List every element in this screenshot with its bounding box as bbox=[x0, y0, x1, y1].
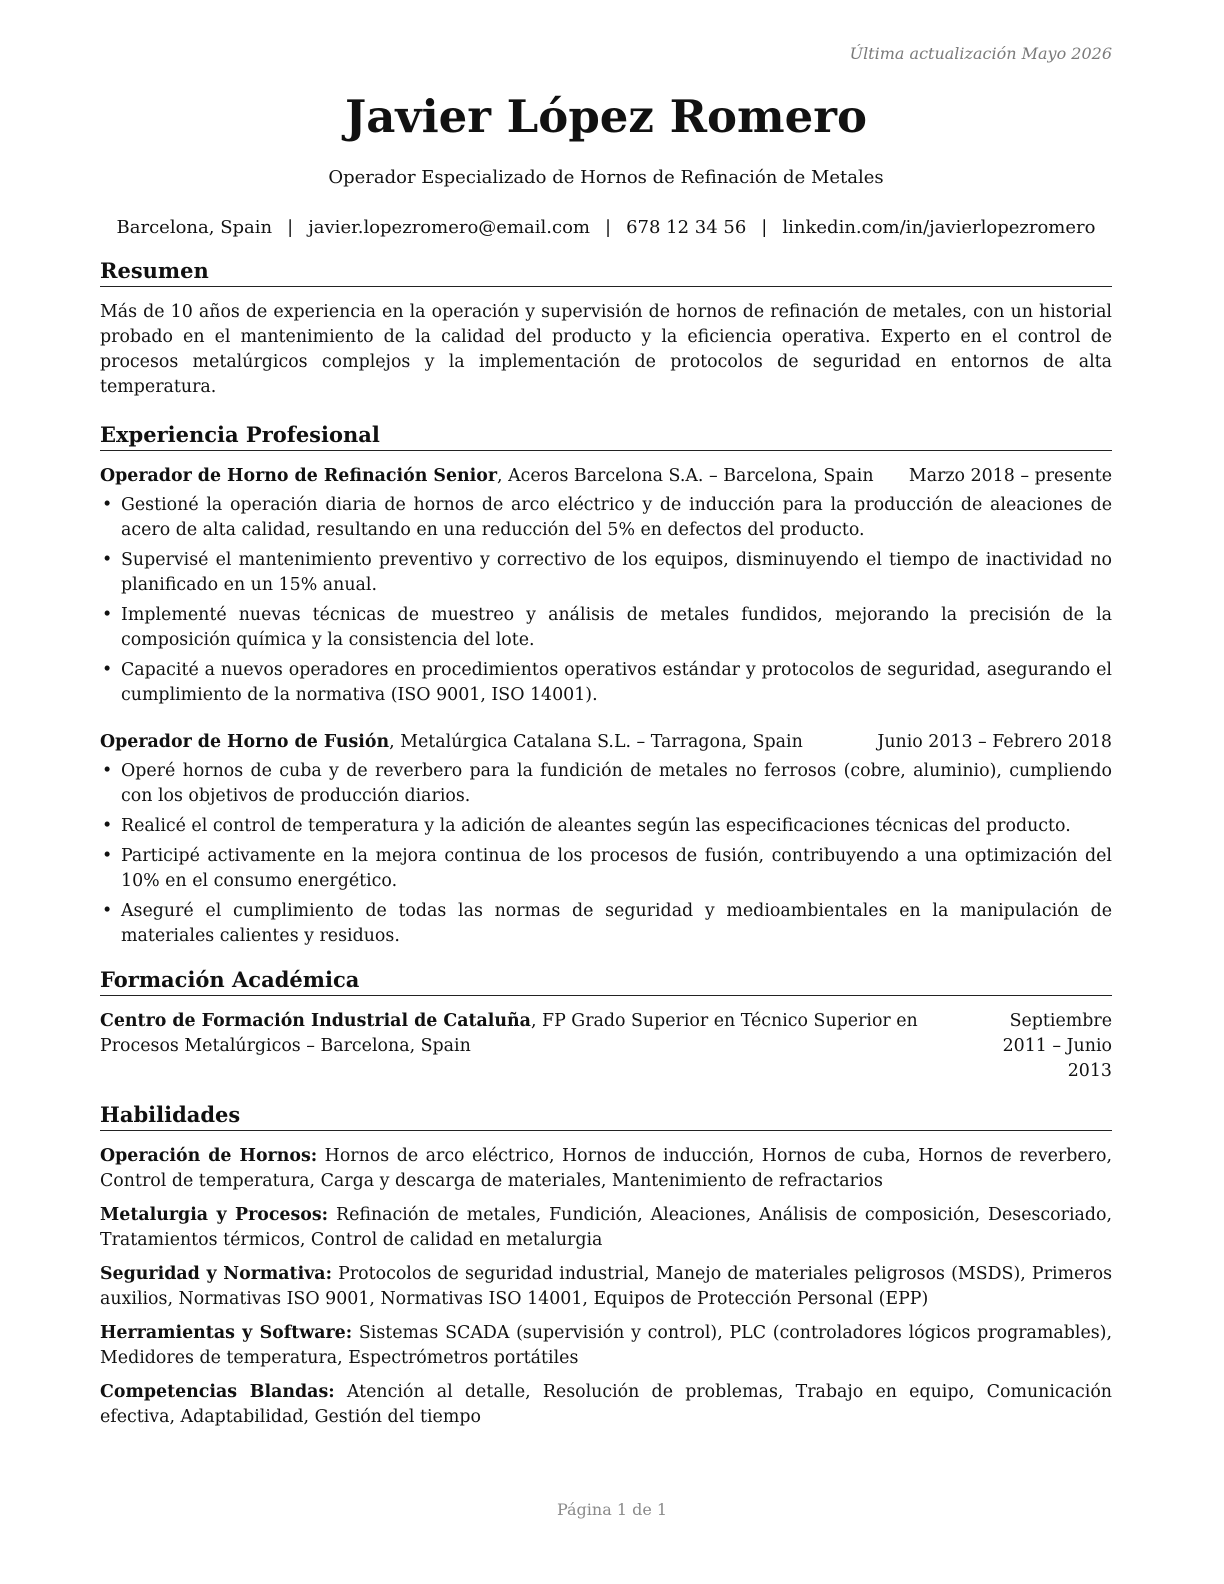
skill-text: Hornos de arco eléctrico, Hornos de inducción, Hornos de cuba, Hornos de reverbero, Control de temperatura, Carga y descarga de materiales, Mantenimiento de refractarios bbox=[100, 1146, 1112, 1191]
list-item: • Gestioné la operación diaria de hornos de arco eléctrico y de inducción para la producción de aleaciones de acero de alta calidad, resultando en una reducción del 5% en defectos del producto. bbox=[100, 493, 1112, 543]
summary-text: Más de 10 años de experiencia en la operación y supervisión de hornos de refinación de metales, con un historial probado en el mantenimiento de la calidad del producto y la eficiencia operativa. Experto en el control de procesos metalúrgicos complejos y la implementación de protocolos de seguridad en entornos de alta temperatura. bbox=[100, 302, 1112, 397]
last-updated: Última actualización Mayo 2026 bbox=[849, 44, 1112, 63]
skill-group bbox=[100, 1321, 1112, 1371]
skill-label: Competencias Blandas: bbox=[100, 1382, 335, 1402]
candidate-name: Javier López Romero bbox=[344, 90, 868, 143]
contact-separator: | bbox=[287, 217, 294, 238]
education-section bbox=[100, 967, 1112, 1084]
list-item: • Capacité a nuevos operadores en procedimientos operativos estándar y protocolos de seguridad, asegurando el cumplimiento de la normativa (ISO 9001, ISO 14001). bbox=[100, 658, 1112, 708]
experience-section bbox=[100, 422, 1112, 949]
contact-linkedin[interactable]: linkedin.com/in/javierlopezromero bbox=[782, 217, 1096, 238]
job-title-bold: Operador de Horno de Fusión bbox=[100, 732, 390, 752]
job-bullets bbox=[100, 493, 1112, 708]
education-degree: , FP Grado Superior en Técnico Superior en Procesos Metalúrgicos – Barcelona, Spain bbox=[100, 1011, 918, 1056]
section-heading: Experiencia Profesional bbox=[100, 422, 1112, 451]
skill-group bbox=[100, 1203, 1112, 1253]
job-entry bbox=[100, 730, 1112, 949]
job-company: , Aceros Barcelona S.A. – Barcelona, Spain bbox=[497, 466, 874, 486]
job-header bbox=[100, 464, 1112, 489]
job-dates: Junio 2013 – Febrero 2018 bbox=[877, 732, 1112, 752]
education-details bbox=[100, 1009, 980, 1084]
skill-label: Operación de Hornos: bbox=[100, 1146, 318, 1166]
section-heading: Habilidades bbox=[100, 1102, 1112, 1131]
list-item: • Supervisé el mantenimiento preventivo y correctivo de los equipos, disminuyendo el tiempo de inactividad no planificado en un 15% anual. bbox=[100, 548, 1112, 598]
contact-location: Barcelona, Spain bbox=[116, 217, 273, 238]
contact-separator: | bbox=[761, 217, 768, 238]
skill-label: Herramientas y Software: bbox=[100, 1323, 353, 1343]
section-heading: Resumen bbox=[100, 258, 1112, 287]
job-title-bold: Operador de Horno de Refinación Senior bbox=[100, 466, 498, 486]
skill-group bbox=[100, 1262, 1112, 1312]
skill-label: Metalurgia y Procesos: bbox=[100, 1205, 329, 1225]
section-heading: Formación Académica bbox=[100, 967, 1112, 996]
job-role bbox=[100, 730, 803, 755]
job-company: , Metalúrgica Catalana S.L. – Tarragona, Spain bbox=[389, 732, 803, 752]
summary-section bbox=[100, 258, 1112, 400]
skill-text: Atención al detalle, Resolución de problemas, Trabajo en equipo, Comunicación efectiva, Adaptabilidad, Gestión del tiempo bbox=[100, 1382, 1112, 1427]
skill-group bbox=[100, 1144, 1112, 1194]
contact-email[interactable]: javier.lopezromero@email.com bbox=[308, 217, 590, 238]
job-role bbox=[100, 464, 874, 489]
skill-text: Sistemas SCADA (supervisión y control), PLC (controladores lógicos programables), Medidores de temperatura, Espectrómetros portátiles bbox=[100, 1323, 1112, 1368]
skill-text: Protocolos de seguridad industrial, Manejo de materiales peligrosos (MSDS), Primeros auxilios, Normativas ISO 9001, Normativas ISO 14001, Equipos de Protección Personal (EPP) bbox=[100, 1264, 1112, 1309]
skill-group bbox=[100, 1380, 1112, 1430]
education-dates: Septiembre 2011 – Junio 2013 bbox=[1002, 1011, 1112, 1081]
education-institution: Centro de Formación Industrial de Cataluña bbox=[100, 1011, 531, 1031]
skills-section bbox=[100, 1102, 1112, 1430]
contact-line bbox=[100, 216, 1112, 240]
job-title: Operador Especializado de Hornos de Refinación de Metales bbox=[328, 167, 884, 188]
contact-phone: 678 12 34 56 bbox=[626, 217, 747, 238]
list-item: • Implementé nuevas técnicas de muestreo y análisis de metales fundidos, mejorando la precisión de la composición química y la consistencia del lote. bbox=[100, 603, 1112, 653]
list-item: • Participé activamente en la mejora continua de los procesos de fusión, contribuyendo a una optimización del 10% en el consumo energético. bbox=[100, 844, 1112, 894]
contact-separator: | bbox=[604, 217, 612, 238]
list-item: • Realicé el control de temperatura y la adición de aleantes según las especificaciones técnicas del producto. bbox=[100, 814, 1112, 839]
skill-text: Refinación de metales, Fundición, Aleaciones, Análisis de composición, Desescoriado, Tratamientos térmicos, Control de calidad en metalurgia bbox=[100, 1205, 1113, 1250]
skill-label: Seguridad y Normativa: bbox=[100, 1264, 332, 1284]
page-number: Página 1 de 1 bbox=[556, 1500, 668, 1519]
job-header bbox=[100, 730, 1112, 755]
education-entry bbox=[100, 1009, 1112, 1084]
list-item: • Operé hornos de cuba y de reverbero para la fundición de metales no ferrosos (cobre, aluminio), cumpliendo con los objetivos de producción diarios. bbox=[100, 759, 1112, 809]
list-item: • Aseguré el cumplimiento de todas las normas de seguridad y medioambientales en la manipulación de materiales calientes y residuos. bbox=[100, 899, 1112, 949]
job-entry bbox=[100, 464, 1112, 708]
job-dates: Marzo 2018 – presente bbox=[908, 466, 1112, 486]
resume-content bbox=[100, 86, 1112, 1430]
job-bullets bbox=[100, 759, 1112, 949]
